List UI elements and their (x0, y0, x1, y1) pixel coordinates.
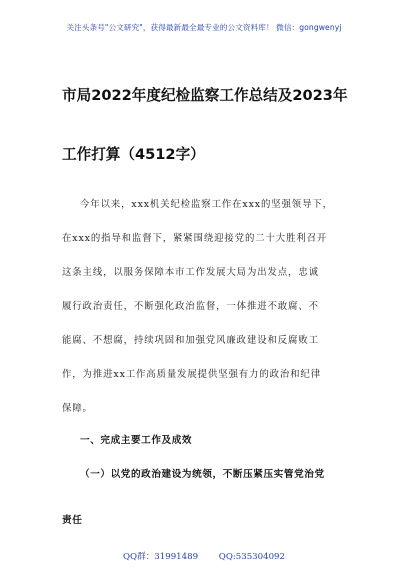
subsection-heading-line-2: 责任 (62, 515, 83, 526)
subsection-heading-line-1: （一）以党的政治建设为统领，不断压紧压实管党治党 (80, 469, 325, 480)
body-line: 能腐、不想腐，持续巩固和加强党风廉政建设和反腐败工 (62, 335, 319, 346)
body-line: 履行政治责任，不断强化政治监督，一体推进不敢腐、不 (62, 301, 319, 312)
body-line: 今年以来，xxx机关纪检监察工作在xxx的坚强领导下， (80, 199, 333, 210)
footer-qq: QQ:535304092 (218, 552, 285, 562)
body-line: 在xxx的指导和监督下，紧紧围绕迎接党的二十大胜利召开 (62, 233, 328, 244)
body-line: 保障。 (62, 403, 93, 414)
section-heading: 一、完成主要工作及成效 (80, 435, 193, 446)
document-title-line-2: 工作打算（4512字） (62, 146, 205, 163)
body-line: 这条主线，以服务保障本市工作发展大局为出发点，忠诚 (62, 267, 319, 278)
document-title-line-1: 市局2022年度纪检监察工作总结及2023年 (62, 87, 348, 104)
footer-contact (0, 550, 408, 562)
footer-qq-group: QQ群：31991489 (123, 552, 199, 562)
body-line: 作，为推进xx工作高质量发展提供坚强有力的政治和纪律 (62, 369, 321, 380)
header-note: 关注头条号"公文研究"，获得最新最全最专业的公文资料库！ 微信：gongwenyj (66, 23, 342, 32)
